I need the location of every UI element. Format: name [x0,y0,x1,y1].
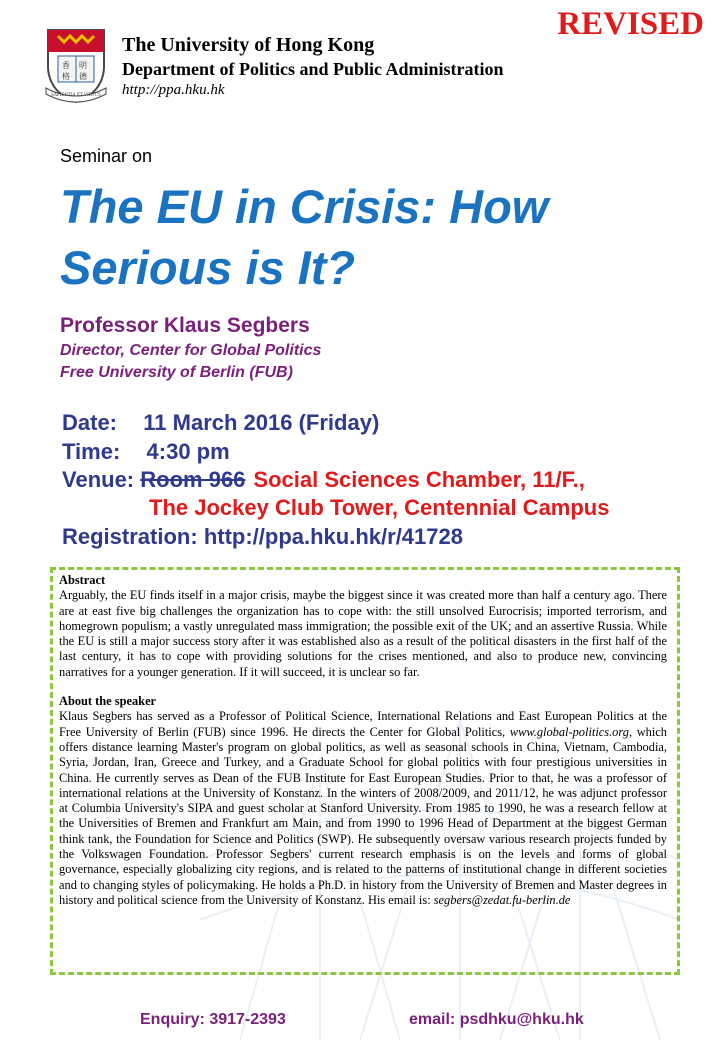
venue-row [62,467,585,493]
venue-new-line-1: Social Sciences Chamber, 11/F., [253,467,585,492]
global-politics-link[interactable]: www.global-politics.org [509,724,629,739]
svg-text:香: 香 [62,61,70,70]
date-label: Date: [62,410,118,435]
date-row [62,410,379,436]
speaker-name: Professor Klaus Segbers [60,314,310,337]
time-row [62,439,230,465]
department-name: Department of Politics and Public Administration [122,59,504,79]
abstract-text: Arguably, the EU finds itself in a major crisis, maybe the biggest since it was created more than half a century ago. There are at east five big challenges the organization has to cope with: the still unsolved Eurocrisis; imported terrorism, and homegrown populism; a vastly unregulated mass immigration; the possible exit of the UK; and an assertive Russia. While the EU is still a major success story after it was established also as a result of the political disasters in the first half of the last century, it has to cope with providing solutions for the crises mentioned, and also to produce new, convincing narratives for a younger generation. If it will succeed, it is unclear so far. [59,588,667,679]
venue-new-line-2: The Jockey Club Tower, Centennial Campus [149,495,610,520]
about-text-part-2: , which offers distance learning Master's program on global politics, as well as seasonal schools in China, Vietnam, Cambodia, Syria, Jordan, Iran, Greece and Turkey, and a Graduate School for global politics with four prestigious universities in China. He currently serves as Dean of the FUB Institute for East European Studies. Prior to that, he was a professor of international relations at the University of Konstanz. In the winters of 2008/2009, and 2011/12, he was adjunct professor at Columbia University's SIPA and guest scholar at Stanford University. From 1985 to 1990, he was a research fellow at the Universities of Bremen and Frankfurt am Main, and from 1990 to 1996 Head of Department at the biggest German think tank, the Foundation for Science and Politics (SWP). He subsequently oversaw various research projects funded by the Volkswagen Foundation. Professor Segbers' current research emphasis is on the levels and forms of global governance, especially globalizing city regions, and is related to the patterns of institutional change in different societies and to changing styles of policymaking. He holds a Ph.D. in history from the University of Bremen and Master degrees in history and political science from the University of Konstanz. His email is: [59,724,668,907]
title-line-1: The EU in Crisis: How [60,180,549,233]
registration-label: Registration: [62,524,198,549]
footer-enquiry: Enquiry: 3917-2393 [140,1011,286,1028]
title-line-2: Serious is It? [60,241,356,294]
time-value: 4:30 pm [146,439,230,464]
registration-link[interactable]: http://ppa.hku.hk/r/41728 [203,524,463,549]
revised-stamp: REVISED [557,6,704,42]
svg-text:德: 德 [79,72,87,81]
university-name: The University of Hong Kong [122,34,375,56]
university-crest-logo [44,26,108,104]
venue-label: Venue: [62,467,135,492]
seminar-intro: Seminar on [60,146,153,166]
abstract-heading: Abstract [59,573,106,587]
footer-email[interactable]: email: psdhku@hku.hk [409,1011,584,1028]
department-url[interactable]: http://ppa.hku.hk [122,82,225,98]
seminar-title [60,176,700,298]
svg-text:明: 明 [79,61,87,70]
about-text [59,709,667,908]
svg-text:格: 格 [62,72,70,81]
venue-old: Room 966 [140,467,246,492]
speaker-role-2: Free University of Berlin (FUB) [60,364,293,381]
crest-motto: SAPIENTIA ET VIRTUS [50,92,102,97]
speaker-email-link[interactable]: segbers@zedat.fu-berlin.de [433,892,571,907]
time-label: Time: [62,439,121,464]
about-text-part-1: Klaus Segbers has served as a Professor of Political Science, International Relations and East European Politics at the Free University of Berlin (FUB) since 1996. He directs the Center for Global Politics, [59,709,667,739]
abstract-content [59,573,667,908]
date-value: 11 March 2016 (Friday) [143,410,380,435]
registration-row [62,524,463,550]
speaker-role-1: Director, Center for Global Politics [60,342,322,359]
about-heading: About the speaker [59,694,157,709]
